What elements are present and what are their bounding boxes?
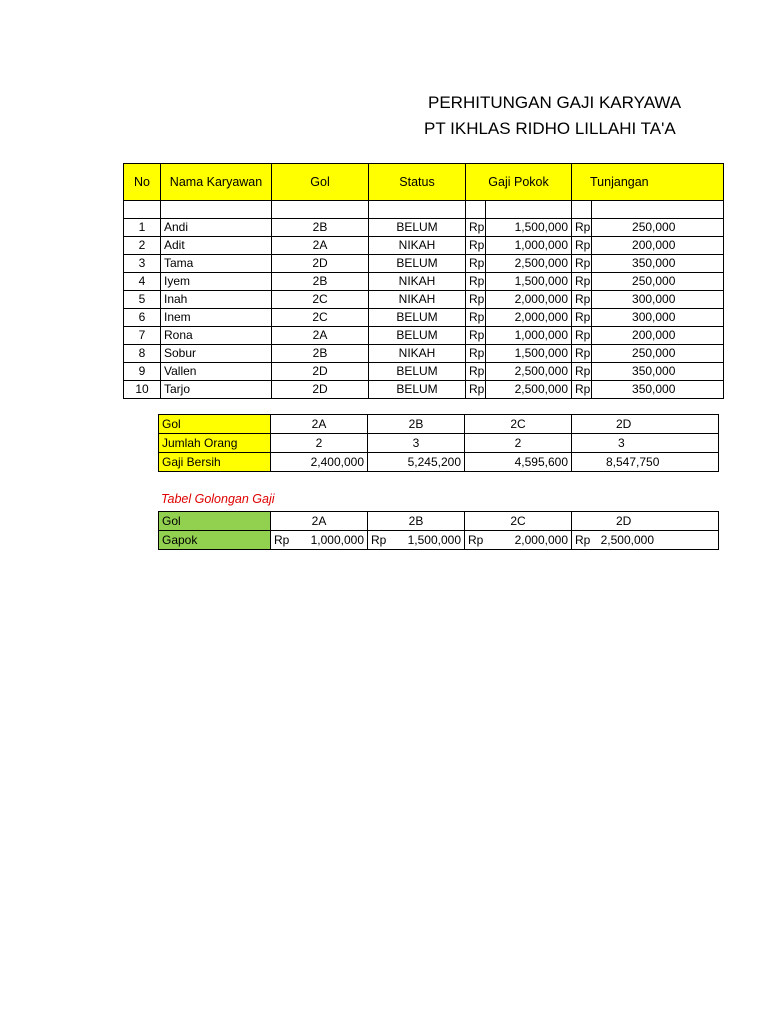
- row-nama-cell: Iyem: [161, 273, 272, 291]
- row-no-cell: 7: [124, 327, 161, 345]
- row-tunjangan-cell: 300,000: [592, 291, 724, 309]
- golongan-gol-cell: 2D: [572, 512, 719, 531]
- summary-gaji-cell: 5,245,200: [368, 453, 465, 472]
- row-tunjangan-cell: 250,000: [592, 345, 724, 363]
- row-gol-cell: 2A: [272, 327, 369, 345]
- table-row: [124, 219, 724, 237]
- row-tunjangan-cell: 350,000: [592, 381, 724, 399]
- row-tunjangan-currency: Rp: [572, 237, 592, 255]
- row-gaji-currency: Rp: [466, 219, 486, 237]
- table-row: [124, 309, 724, 327]
- row-gaji-cell: 2,500,000: [486, 363, 572, 381]
- golongan-gapok-label: Gapok: [159, 531, 271, 550]
- row-no-cell: 5: [124, 291, 161, 309]
- row-gaji-currency: Rp: [466, 381, 486, 399]
- row-gaji-cell: 2,000,000: [486, 291, 572, 309]
- summary-gaji-cell: 4,595,600: [465, 453, 572, 472]
- row-gaji-currency: Rp: [466, 309, 486, 327]
- row-status-cell: NIKAH: [369, 291, 466, 309]
- summary-gaji-cell: 2,400,000: [271, 453, 368, 472]
- row-no-cell: 4: [124, 273, 161, 291]
- summary-table: [158, 414, 719, 472]
- summary-jumlah-cell: 2: [465, 434, 572, 453]
- row-nama-cell: Adit: [161, 237, 272, 255]
- currency-label: Rp: [575, 532, 591, 547]
- row-tunjangan-currency: Rp: [572, 219, 592, 237]
- row-nama-cell: Sobur: [161, 345, 272, 363]
- row-tunjangan-currency: Rp: [572, 345, 592, 363]
- table-row: [124, 363, 724, 381]
- row-gol-cell: 2B: [272, 219, 369, 237]
- row-gaji-currency: Rp: [466, 237, 486, 255]
- golongan-gapok-row: [159, 531, 719, 550]
- row-gol-cell: 2B: [272, 273, 369, 291]
- row-nama-cell: Rona: [161, 327, 272, 345]
- row-nama-cell: Andi: [161, 219, 272, 237]
- sheet-title: PERHITUNGAN GAJI KARYAWA: [428, 93, 682, 112]
- row-tunjangan-currency: Rp: [572, 381, 592, 399]
- row-no-cell: 1: [124, 219, 161, 237]
- row-gol-cell: 2D: [272, 381, 369, 399]
- summary-jumlah-label: Jumlah Orang: [159, 434, 271, 453]
- row-tunjangan-currency: Rp: [572, 309, 592, 327]
- row-gol-cell: 2D: [272, 363, 369, 381]
- row-no-cell: 2: [124, 237, 161, 255]
- row-tunjangan-cell: 250,000: [592, 273, 724, 291]
- table-row: [124, 291, 724, 309]
- golongan-gapok-cell: [271, 531, 368, 550]
- row-tunjangan-currency: Rp: [572, 273, 592, 291]
- row-no-cell: 6: [124, 309, 161, 327]
- row-tunjangan-currency: Rp: [572, 255, 592, 273]
- row-status-cell: NIKAH: [369, 273, 466, 291]
- currency-label: Rp: [468, 532, 484, 547]
- golongan-gol-cell: 2B: [368, 512, 465, 531]
- row-gaji-cell: 1,500,000: [486, 219, 572, 237]
- currency-label: Rp: [371, 532, 387, 547]
- summary-jumlah-cell: 3: [368, 434, 465, 453]
- golongan-gapok-cell: [465, 531, 572, 550]
- golongan-table-title: Tabel Golongan Gaji: [161, 492, 275, 506]
- row-status-cell: BELUM: [369, 363, 466, 381]
- row-gol-cell: 2C: [272, 291, 369, 309]
- table-header-row: [124, 164, 724, 201]
- summary-gol-row: [159, 415, 719, 434]
- row-gol-cell: 2C: [272, 309, 369, 327]
- gapok-value: 1,000,000: [310, 532, 364, 547]
- row-status-cell: BELUM: [369, 381, 466, 399]
- summary-gol-cell: 2D: [572, 415, 719, 434]
- row-no-cell: 3: [124, 255, 161, 273]
- table-row: [124, 255, 724, 273]
- row-gaji-currency: Rp: [466, 363, 486, 381]
- currency-label: Rp: [274, 532, 290, 547]
- company-title: PT IKHLAS RIDHO LILLAHI TA'A: [424, 119, 676, 138]
- row-tunjangan-currency: Rp: [572, 363, 592, 381]
- row-no-cell: 8: [124, 345, 161, 363]
- table-row: [124, 327, 724, 345]
- golongan-gol-cell: 2C: [465, 512, 572, 531]
- table-row: [124, 381, 724, 399]
- summary-gol-label: Gol: [159, 415, 271, 434]
- row-gaji-cell: 2,500,000: [486, 381, 572, 399]
- header-gol: Gol: [272, 164, 369, 201]
- gapok-value: 2,000,000: [514, 532, 568, 547]
- row-nama-cell: Vallen: [161, 363, 272, 381]
- row-gaji-cell: 1,000,000: [486, 327, 572, 345]
- row-nama-cell: Tama: [161, 255, 272, 273]
- row-status-cell: BELUM: [369, 327, 466, 345]
- golongan-gol-label: Gol: [159, 512, 271, 531]
- golongan-gol-row: [159, 512, 719, 531]
- row-tunjangan-cell: 200,000: [592, 237, 724, 255]
- row-gaji-cell: 1,000,000: [486, 237, 572, 255]
- row-nama-cell: Tarjo: [161, 381, 272, 399]
- row-gaji-currency: Rp: [466, 345, 486, 363]
- summary-jumlah-cell: 2: [271, 434, 368, 453]
- employee-salary-table: [123, 163, 724, 399]
- summary-jumlah-cell: 3: [572, 434, 719, 453]
- table-row: [124, 237, 724, 255]
- summary-gol-cell: 2C: [465, 415, 572, 434]
- row-status-cell: NIKAH: [369, 345, 466, 363]
- row-tunjangan-currency: Rp: [572, 327, 592, 345]
- summary-jumlah-row: [159, 434, 719, 453]
- summary-gaji-label: Gaji Bersih: [159, 453, 271, 472]
- header-tunjangan: Tunjangan: [572, 164, 724, 201]
- row-tunjangan-cell: 200,000: [592, 327, 724, 345]
- row-tunjangan-currency: Rp: [572, 291, 592, 309]
- table-row: [124, 345, 724, 363]
- row-status-cell: BELUM: [369, 309, 466, 327]
- row-no-cell: 9: [124, 363, 161, 381]
- summary-gol-cell: 2B: [368, 415, 465, 434]
- golongan-gapok-cell: [368, 531, 465, 550]
- row-status-cell: BELUM: [369, 219, 466, 237]
- header-nama: Nama Karyawan: [161, 164, 272, 201]
- row-gaji-cell: 2,500,000: [486, 255, 572, 273]
- gapok-value: 1,500,000: [407, 532, 461, 547]
- row-gaji-currency: Rp: [466, 327, 486, 345]
- golongan-table: [158, 511, 719, 550]
- golongan-gapok-cell: [572, 531, 719, 550]
- row-status-cell: NIKAH: [369, 237, 466, 255]
- header-no: No: [124, 164, 161, 201]
- row-nama-cell: Inem: [161, 309, 272, 327]
- row-gol-cell: 2D: [272, 255, 369, 273]
- summary-gaji-row: [159, 453, 719, 472]
- row-gaji-cell: 1,500,000: [486, 273, 572, 291]
- spacer-row: [124, 201, 724, 219]
- row-gaji-cell: 1,500,000: [486, 345, 572, 363]
- row-no-cell: 10: [124, 381, 161, 399]
- row-tunjangan-cell: 350,000: [592, 255, 724, 273]
- row-tunjangan-cell: 300,000: [592, 309, 724, 327]
- row-gaji-currency: Rp: [466, 273, 486, 291]
- row-gol-cell: 2B: [272, 345, 369, 363]
- row-gaji-cell: 2,000,000: [486, 309, 572, 327]
- row-tunjangan-cell: 250,000: [592, 219, 724, 237]
- row-gaji-currency: Rp: [466, 255, 486, 273]
- summary-gol-cell: 2A: [271, 415, 368, 434]
- gapok-value: 2,500,000: [600, 532, 654, 547]
- golongan-gol-cell: 2A: [271, 512, 368, 531]
- row-nama-cell: Inah: [161, 291, 272, 309]
- row-gaji-currency: Rp: [466, 291, 486, 309]
- header-gaji-pokok: Gaji Pokok: [466, 164, 572, 201]
- table-row: [124, 273, 724, 291]
- row-gol-cell: 2A: [272, 237, 369, 255]
- header-status: Status: [369, 164, 466, 201]
- summary-gaji-cell: 8,547,750: [572, 453, 719, 472]
- row-tunjangan-cell: 350,000: [592, 363, 724, 381]
- row-status-cell: BELUM: [369, 255, 466, 273]
